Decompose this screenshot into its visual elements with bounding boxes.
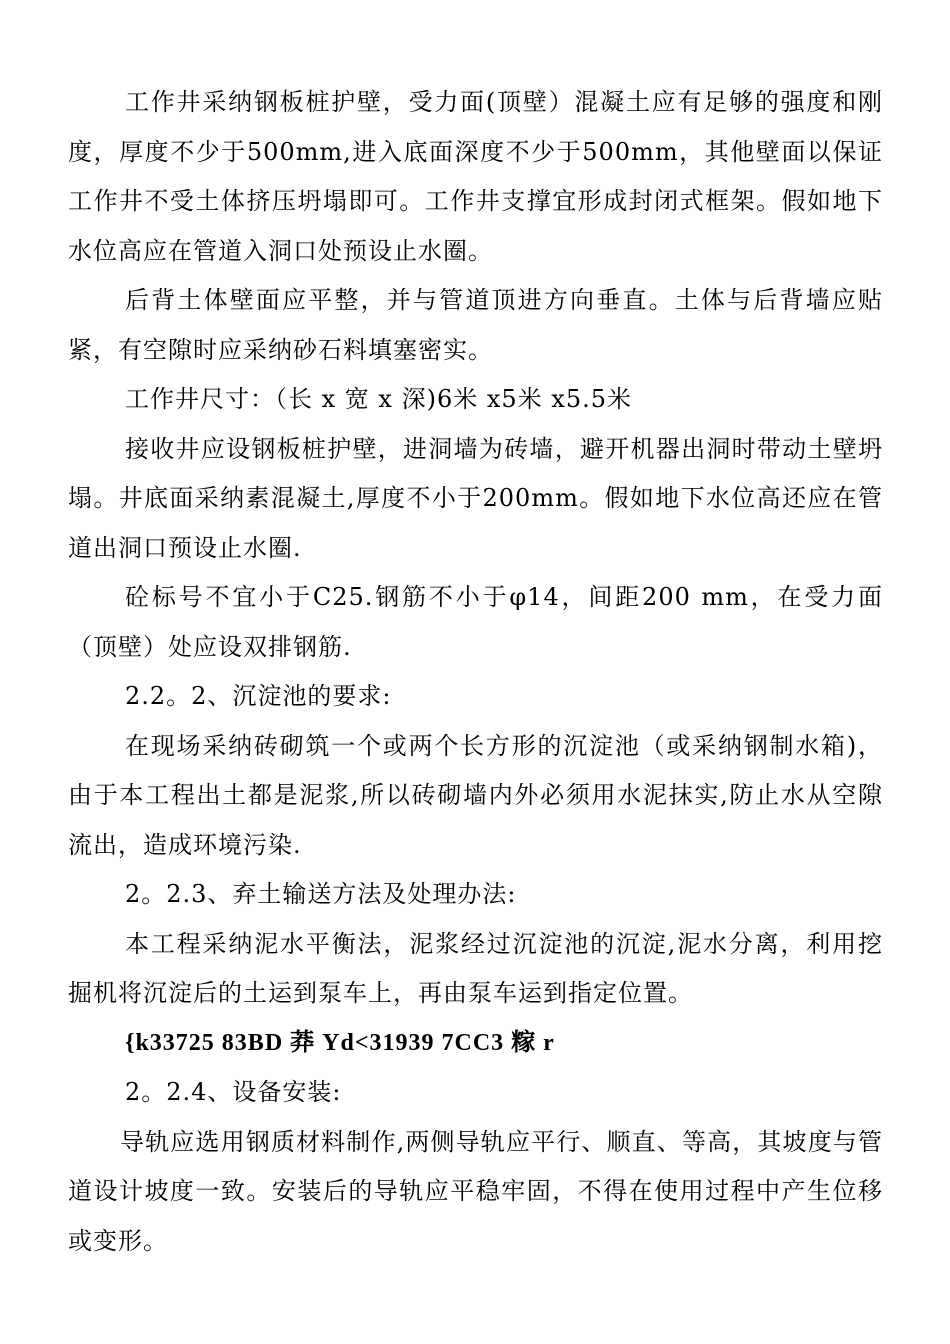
paragraph-equipment-install: 导轨应选用钢质材料制作,两侧导轨应平行、顺直、等高，其坡度与管道设计坡度一致。安装后的导轨应平稳牢固，不得在使用过程中产生位移或变形。 [68,1127,883,1255]
paragraph-sedimentation-tank: 在现场采纳砖砌筑一个或两个长方形的沉淀池（或采纳钢制水箱)，由于本工程出土都是泥浆,所以砖砌墙内外必须用水泥抹实,防止水从空隙流出，造成环境污染. [68,731,883,859]
paragraph-receiving-pit: 接收井应设钢板桩护壁，进洞墙为砖墙，避开机器出洞时带动土壁坍塌。井底面采纳素混凝土,厚度不小于200mm。假如地下水位高还应在管道出洞口预设止水圈. [68,434,883,562]
paragraph-working-pit: 工作井采纳钢板桩护壁，受力面(顶壁）混凝土应有足够的强度和刚度，厚度不少于500mm,进入底面深度不少于500mm，其他壁面以保证工作井不受土体挤压坍塌即可。工作井支撑宜形成封闭式框架。假如地下水位高应在管道入洞口处预设止水圈。 [68,88,883,265]
heading-sedimentation-tank: 2.2。2、沉淀池的要求: [125,682,392,710]
paragraph-spoil-transport: 本工程采纳泥水平衡法，泥浆经过沉淀池的沉淀,泥水分离，利用挖掘机将沉淀后的土运到泵车上，再由泵车运到指定位置。 [68,929,883,1007]
paragraph-back-wall: 后背土体壁面应平整，并与管道顶进方向垂直。土体与后背墙应贴紧，有空隙时应采纳砂石料填塞密实。 [68,286,883,364]
paragraph-concrete-grade: 砼标号不宜小于C25.钢筋不小于φ14，间距200 mm，在受力面（顶壁）处应设双排钢筋. [68,583,883,661]
heading-spoil-transport: 2。2.3、弃土输送方法及处理办法: [125,880,517,908]
garbled-text-line: {k33725 83BD 莽 Yd<31939 7CC3 糘 r [125,1029,555,1056]
paragraph-pit-size: 工作井尺寸：（长 x 宽 x 深)6米 x5米 x5.5米 [125,385,632,413]
heading-equipment-install: 2。2.4、设备安装: [125,1078,342,1106]
document-body [68,78,883,1266]
